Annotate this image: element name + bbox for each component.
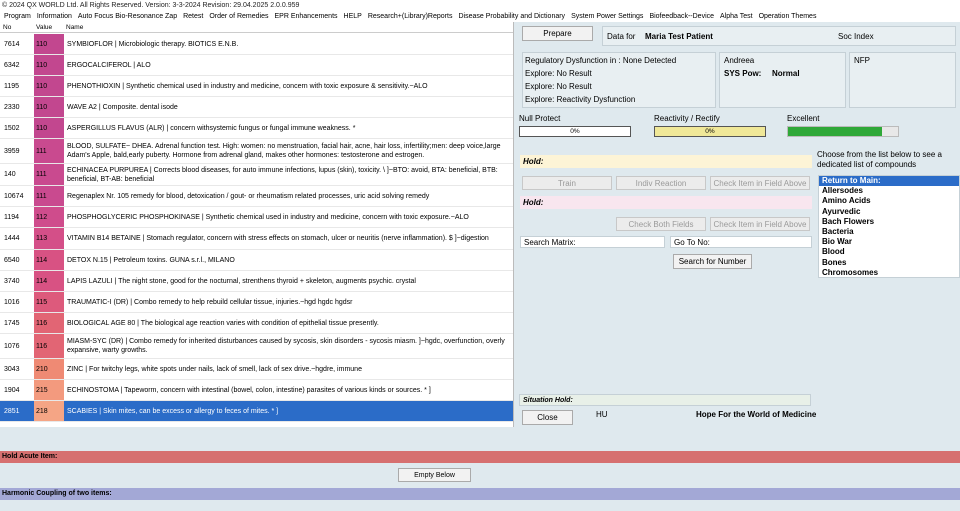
footer-text: Hope For the World of Medicine [696, 410, 817, 419]
row-value: 110 [34, 97, 64, 117]
table-row[interactable] [0, 76, 513, 97]
compound-list[interactable] [818, 175, 960, 278]
row-name: TRAUMATIC-I (DR) | Combo remedy to help rebuild cellular tissue, injuries.~hgd hgdc hgdsr [67, 298, 353, 306]
row-value: 116 [34, 313, 64, 333]
row-name: ASPERGILLUS FLAVUS (ALR) | concern withsystemic fungus or fungal immune weakness. * [67, 124, 356, 132]
row-name: ECHINACEA PURPUREA | Corrects blood diseases, for auto immune infections, lupus (skin), toxicity. \ ]~BTO: avoid, BTA: beneficial, BTB: beneficial, BT-AB: beneficial [67, 166, 498, 183]
row-name: SYMBIOFLOR | Microbiologic therapy. BIOTICS E.N.B. [67, 40, 239, 48]
data-for-label: Data for [607, 32, 636, 41]
practitioner-name: Andreea [724, 56, 755, 65]
row-no: 140 [4, 171, 16, 178]
row-name: SCABIES | Skin mites, can be excess or allergy to feces of mites. * ] [67, 407, 279, 415]
row-value: 111 [34, 164, 64, 185]
table-row[interactable] [0, 186, 513, 207]
row-value: 110 [34, 34, 64, 54]
check-both-button[interactable]: Check Both Fields [616, 217, 706, 231]
row-no: 3740 [4, 277, 20, 285]
row-name: WAVE A2 | Composite. dental isode [67, 103, 178, 111]
table-row[interactable] [0, 271, 513, 292]
table-row[interactable] [0, 250, 513, 271]
menu-item[interactable]: Alpha Test [720, 13, 753, 20]
menu-item[interactable]: Biofeedback--Device [649, 13, 715, 20]
row-no: 6342 [4, 61, 20, 69]
row-name: BIOLOGICAL AGE 80 | The biological age reaction varies with condition of epithelial tissue presently. [67, 319, 379, 327]
menu-bar [0, 11, 960, 22]
nfp-label: NFP [854, 56, 870, 65]
compound-list-item[interactable]: Chromosomes [822, 267, 879, 277]
menu-item[interactable]: Operation Themes [758, 13, 817, 20]
search-number-button[interactable]: Search for Number [673, 254, 752, 269]
menu-item[interactable]: Order of Remedies [209, 13, 269, 20]
row-value: 110 [34, 55, 64, 75]
row-value: 111 [34, 139, 64, 163]
hold-field-2[interactable]: Hold: [520, 196, 812, 209]
row-name: ERGOCALCIFEROL | ALO [67, 61, 151, 69]
row-name: MIASM-SYC (DR) | Combo remedy for inherited disturbances caused by sycosis, skin disorders - sycosis miasm. ]~hgdc, overfunction, overly expansive, warty growths. [67, 338, 505, 354]
compound-list-item[interactable]: Bones [822, 257, 847, 267]
table-row[interactable] [0, 228, 513, 250]
regulatory-line-1: Regulatory Dysfunction in : None Detected [525, 56, 677, 65]
header-name[interactable]: Name [66, 24, 84, 31]
harmonic-coupling-bar[interactable]: Harmonic Coupling of two items: [0, 488, 960, 500]
excellent-bar [787, 126, 899, 137]
reactivity-value: 0% [705, 128, 715, 135]
row-value: 218 [34, 401, 64, 421]
table-header [0, 22, 513, 33]
table-row[interactable] [0, 380, 513, 401]
table-row[interactable] [0, 334, 513, 359]
row-name: LAPIS LAZULI | The night stone, good for the nocturnal, strenthens thyroid + skeleton, augments psychic. crystal [67, 277, 416, 285]
menu-item[interactable]: HELP [343, 13, 362, 20]
table-row[interactable] [0, 55, 513, 76]
check-item-button[interactable]: Check Item in Field Above [710, 176, 810, 190]
row-no: 1194 [4, 213, 20, 221]
menu-item[interactable]: Auto Focus Bio-Resonance Zap [77, 13, 178, 20]
row-no: 3043 [4, 365, 20, 373]
row-no: 1195 [4, 82, 20, 90]
patient-panel [602, 26, 956, 46]
table-row[interactable] [0, 34, 513, 55]
row-no: 1444 [4, 235, 20, 242]
compound-list-item[interactable]: Amino Acids [822, 196, 871, 206]
situation-hold-field[interactable]: Situation Hold: [519, 394, 811, 406]
row-value: 110 [34, 76, 64, 96]
row-name: VITAMIN B14 BETAINE | Stomach regulator, concern with stress effects on stomach, ulcer or neuritis (nerve inflammation). $ ]~digestion [67, 235, 489, 242]
row-value: 210 [34, 359, 64, 379]
close-button[interactable]: Close [522, 410, 573, 425]
patient-name: Maria Test Patient [645, 32, 713, 41]
search-matrix-input[interactable]: Search Matrix: [520, 236, 665, 248]
row-no: 1076 [4, 342, 20, 350]
row-no: 7614 [4, 40, 20, 48]
menu-item[interactable]: Research+(Library)Reports [367, 13, 453, 20]
table-body [0, 33, 513, 427]
null-protect-label: Null Protect [519, 114, 561, 123]
header-value[interactable]: Value [36, 24, 53, 31]
regulatory-line-2: Explore: No Result [525, 69, 592, 78]
goto-input[interactable]: Go To No: [670, 236, 812, 248]
hu-label: HU [596, 410, 608, 419]
row-value: 116 [34, 334, 64, 358]
compound-list-item[interactable]: Bio War [822, 237, 852, 247]
menu-item[interactable]: Retest [183, 13, 204, 20]
row-no: 3959 [4, 147, 20, 155]
table-row[interactable] [0, 313, 513, 334]
compound-prompt: Choose from the list below to see a dedicated list of compounds [817, 150, 942, 169]
row-name: Regenaplex Nr. 105 remedy for blood, detoxication / gout- or rheumatism related processes, uric acid solving remedy [67, 192, 430, 200]
table-row[interactable] [0, 164, 513, 186]
nfp-panel [849, 52, 956, 108]
row-value: 110 [34, 118, 64, 138]
row-name: DETOX N.15 | Petroleum toxins. GUNA s.r.l., MILANO [67, 256, 235, 264]
row-no: 1016 [4, 298, 20, 306]
sys-pow-label: SYS Pow: [724, 69, 762, 78]
remedy-table [0, 22, 514, 427]
menu-item[interactable]: System Power Settings [571, 13, 644, 20]
table-row[interactable] [0, 401, 513, 422]
row-value: 112 [34, 207, 64, 227]
excellent-bar-fill [788, 127, 882, 136]
row-value: 113 [34, 228, 64, 249]
reactivity-label: Reactivity / Rectify [654, 114, 720, 123]
row-name: BLOOD, SULFATE~ DHEA. Adrenal function test. High: women: no menstruation, facial hair, acne, hair loss, infertility;men: deep voice,large Adam's Apple, bald,early puberty. Hormone from adrenal gland, makes other hormones: testosterone and estrogen. [67, 143, 501, 159]
table-row[interactable] [0, 118, 513, 139]
excellent-label: Excellent [787, 114, 820, 123]
row-no: 1502 [4, 124, 20, 132]
empty-below-button[interactable]: Empty Below [398, 468, 471, 482]
sys-pow-value: Normal [772, 69, 800, 78]
table-row[interactable] [0, 97, 513, 118]
row-value: 215 [34, 380, 64, 400]
practitioner-panel [719, 52, 846, 108]
compound-list-item[interactable]: Return to Main: [819, 176, 959, 186]
reactivity-bar [654, 126, 766, 137]
train-button[interactable]: Train [522, 176, 612, 190]
row-name: PHOSPHOGLYCERIC PHOSPHOKINASE | Synthetic chemical used in industry and medicine, concern with toxic exposure.~ALO [67, 213, 469, 221]
row-no: 2851 [4, 407, 20, 415]
hold-field-1[interactable]: Hold: [520, 155, 812, 168]
row-value: 114 [34, 250, 64, 270]
check-item-button-2[interactable]: Check Item in Field Above [710, 217, 810, 231]
row-value: 111 [34, 186, 64, 206]
null-protect-bar [519, 126, 631, 137]
table-row[interactable] [0, 139, 513, 164]
indiv-reaction-button[interactable]: Indiv Reaction [616, 176, 706, 190]
table-row[interactable] [0, 207, 513, 228]
regulatory-line-3: Explore: No Result [525, 82, 592, 91]
regulatory-panel [522, 52, 716, 108]
compound-list-item[interactable]: Bacteria [822, 226, 854, 236]
menu-item[interactable]: Program [4, 13, 31, 20]
menu-item[interactable]: EPR Enhancements [274, 13, 338, 20]
row-no: 10674 [4, 192, 24, 200]
compound-list-item[interactable]: Allersodes [822, 186, 863, 196]
row-no: 1745 [4, 319, 20, 327]
window-title: © 2024 QX WORLD Ltd. All Rights Reserved. Version: 3-3-2024 Revision: 29.04.2025 2.0.0.959 [0, 0, 960, 11]
row-no: 2330 [4, 103, 20, 111]
row-no: 6540 [4, 256, 20, 264]
menu-item[interactable]: Information [36, 13, 72, 20]
row-name: PHENOTHIOXIN | Synthetic chemical used in industry and medicine, concern with toxic exposure & sensitivity.~ALO [67, 82, 428, 90]
null-protect-value: 0% [570, 128, 580, 135]
compound-list-item[interactable]: Ayurvedic [822, 206, 861, 216]
hold-acute-bar[interactable]: Hold Acute Item: [0, 451, 960, 463]
row-no: 1904 [4, 386, 20, 394]
regulatory-line-4: Explore: Reactivity Dysfunction [525, 95, 636, 104]
row-name: ZINC | For twitchy legs, white spots under nails, lack of smell, lack of sex drive.~hgdre, immune [67, 365, 362, 373]
menu-item[interactable]: Disease Probability and Dictionary [458, 13, 566, 20]
compound-list-item[interactable]: Blood [822, 247, 845, 257]
prepare-button[interactable]: Prepare [522, 26, 593, 41]
header-no[interactable]: No [3, 24, 12, 31]
row-name: ECHINOSTOMA | Tapeworm, concern with intestinal (bowel, colon, intestine) parasites of various kinds or sources. * ] [67, 386, 431, 394]
row-value: 114 [34, 271, 64, 291]
row-value: 115 [34, 292, 64, 312]
table-row[interactable] [0, 292, 513, 313]
compound-list-item[interactable]: Bach Flowers [822, 216, 875, 226]
table-row[interactable] [0, 359, 513, 380]
soc-index-label: Soc Index [838, 32, 874, 41]
